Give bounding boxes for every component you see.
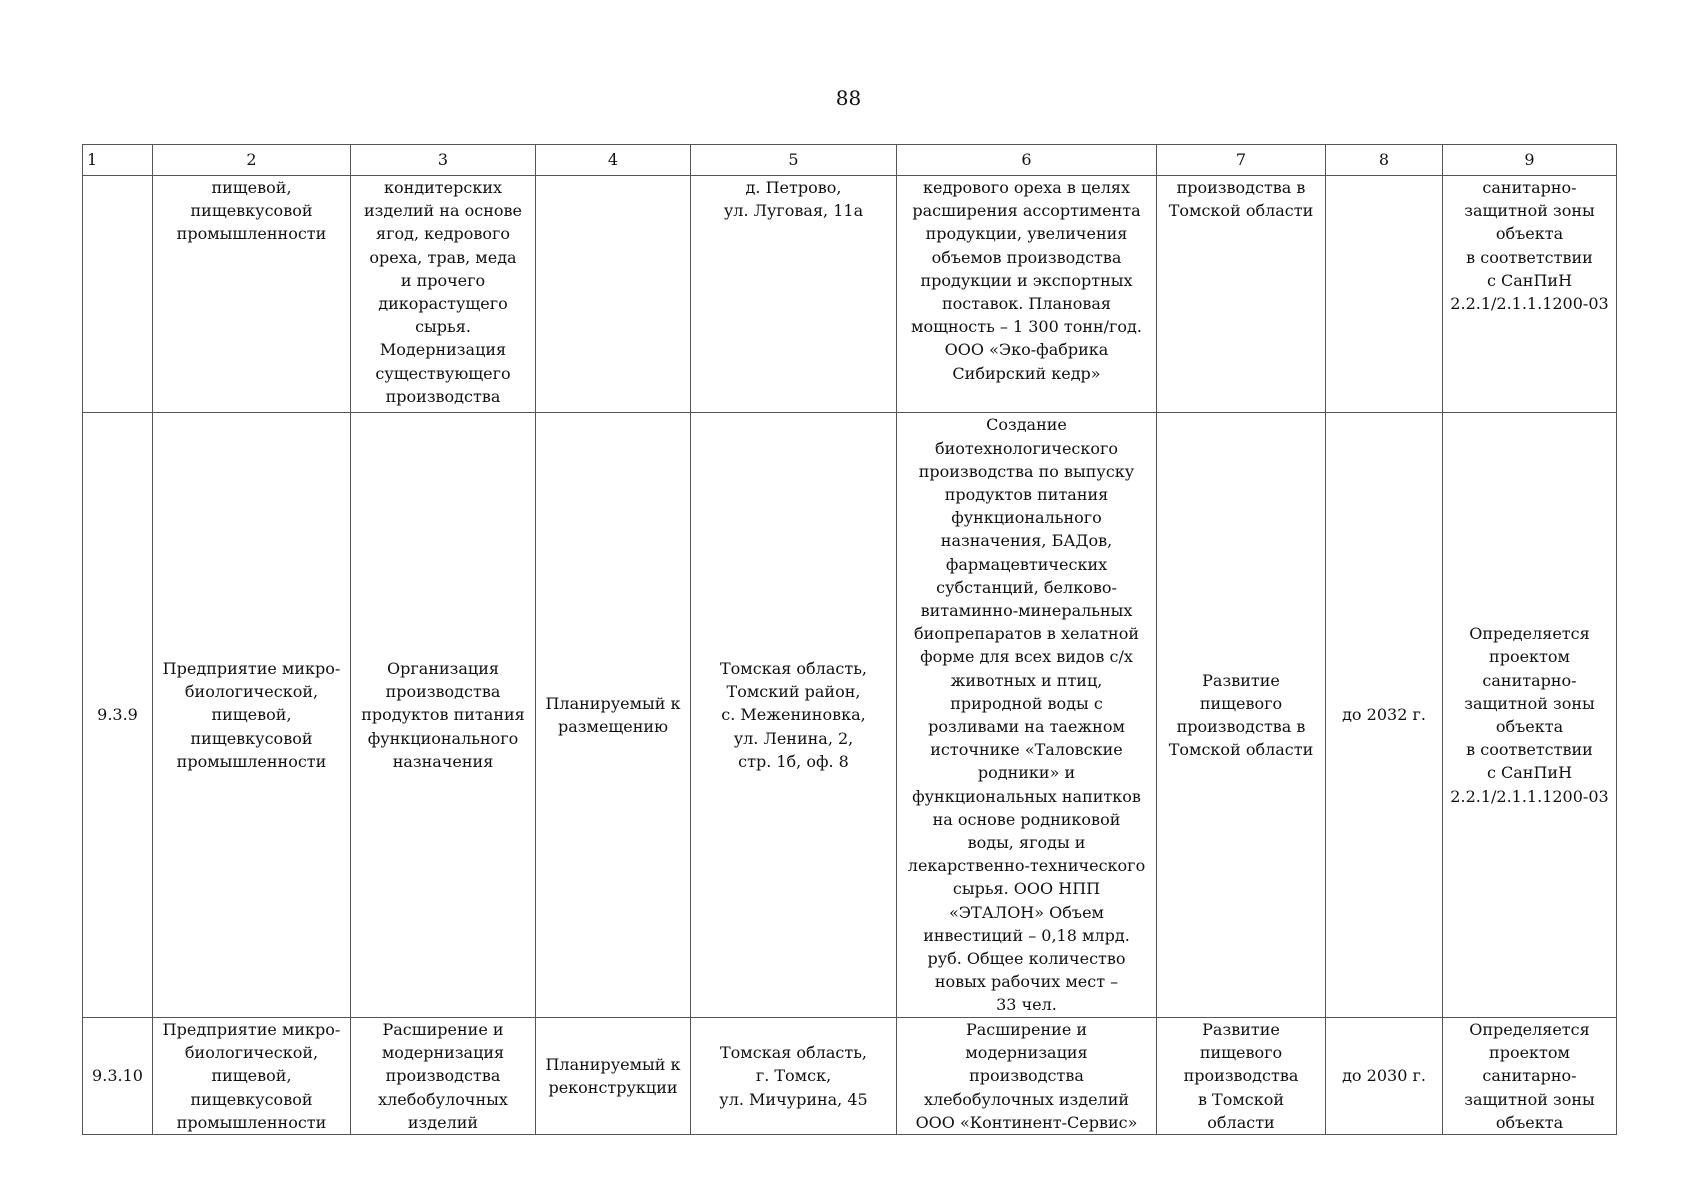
table-cell <box>691 176 897 413</box>
cell-text: пищевой, пищевкусовой промышленности <box>176 178 327 244</box>
header-cell: 7 <box>1157 145 1326 176</box>
cell-text: кондитерских изделий на основе ягод, кедрового ореха, трав, меда и прочего дикорастущего сырья. Модернизация существующего производства <box>364 178 522 406</box>
cell-text: д. Петрово, ул. Луговая, 11а <box>723 178 864 221</box>
table-cell <box>1443 176 1617 413</box>
header-cell: 4 <box>536 145 691 176</box>
cell-text: 9.3.9 <box>97 705 138 725</box>
table-cell <box>691 1018 897 1135</box>
table-header-row <box>83 145 1617 176</box>
cell-text: Томская область, г. Томск, ул. Мичурина, 45 <box>719 1043 868 1109</box>
table-cell <box>83 413 153 1018</box>
cell-text: производства в Томской области <box>1168 178 1314 221</box>
table-cell <box>1326 413 1443 1018</box>
header-cell: 3 <box>351 145 536 176</box>
table-cell <box>83 1018 153 1135</box>
cell-text: кедрового ореха в целях расширения ассортимента продукции, увеличения объемов производства продукции и экспортных поставок. Плановая мощность – 1 300 тонн/год. ООО «Эко-фабрика Сибирский кедр» <box>911 178 1142 383</box>
cell-text: Развитие пищевого производства в Томской области <box>1183 1020 1299 1132</box>
cell-text: Томская область, Томский район, с. Межениновка, ул. Ленина, 2, стр. 1б, оф. 8 <box>719 658 867 771</box>
table-cell <box>536 413 691 1018</box>
header-cell: 6 <box>897 145 1157 176</box>
cell-text: Планируемый к размещению <box>545 693 681 736</box>
table-cell <box>1443 413 1617 1018</box>
cell-text: Организация производства продуктов питания функционального назначения <box>361 658 525 771</box>
table-row <box>83 413 1617 1018</box>
table-cell <box>153 176 351 413</box>
data-table <box>82 144 1617 1135</box>
table-cell <box>1443 1018 1617 1135</box>
table-cell <box>351 176 536 413</box>
cell-text: Развитие пищевого производства в Томской области <box>1168 670 1314 760</box>
cell-text: Определяется проектом санитарно- защитной зоны объекта в соответствии с СанПиН 2.2.1/2.1.1.1200-03 <box>1450 624 1609 806</box>
table-cell <box>897 413 1157 1018</box>
page-number: 88 <box>835 86 862 110</box>
header-cell: 1 <box>83 145 153 176</box>
table-cell <box>153 1018 351 1135</box>
table-cell <box>153 413 351 1018</box>
cell-text: Предприятие микро- биологической, пищевой, пищевкусовой промышленности <box>162 1020 341 1132</box>
table-cell <box>1157 413 1326 1018</box>
cell-text: Расширение и модернизация производства хлебобулочных изделий <box>378 1020 508 1132</box>
cell-text: 9.3.10 <box>92 1066 143 1086</box>
header-cell: 8 <box>1326 145 1443 176</box>
cell-text: Планируемый к реконструкции <box>545 1054 681 1097</box>
table-cell <box>1326 176 1443 413</box>
header-cell: 5 <box>691 145 897 176</box>
table-cell <box>1157 176 1326 413</box>
cell-text: Расширение и модернизация производства хлебобулочных изделий ООО «Континент-Сервис» <box>915 1020 1138 1132</box>
table-cell <box>691 413 897 1018</box>
table-cell <box>897 1018 1157 1135</box>
cell-text: санитарно- защитной зоны объекта в соответствии с СанПиН 2.2.1/2.1.1.1200-03 <box>1450 178 1609 314</box>
header-cell: 2 <box>153 145 351 176</box>
table-cell <box>351 413 536 1018</box>
table-row <box>83 1018 1617 1135</box>
table-cell <box>536 1018 691 1135</box>
table-cell <box>897 176 1157 413</box>
cell-text: до 2030 г. <box>1342 1066 1426 1086</box>
header-cell: 9 <box>1443 145 1617 176</box>
table-cell <box>536 176 691 413</box>
table-cell <box>83 176 153 413</box>
cell-text: до 2032 г. <box>1342 705 1426 725</box>
table-cell <box>1157 1018 1326 1135</box>
table-cell <box>1326 1018 1443 1135</box>
table-cell <box>351 1018 536 1135</box>
cell-text: Создание биотехнологического производства по выпуску продуктов питания функционального назначения, БАДов, фармацевтических субстанций, белково- витаминно-минеральных биопрепаратов в хелатной форме для всех видов с/х животных и птиц, природной воды с розливами на таежном источнике «Таловские родники» и функциональных напитков на основе родниковой воды, ягоды и лекарственно-технического сырья. ООО НПП «ЭТАЛОН» Объем инвестиций – 0,18 млрд. руб. Общее количество новых рабочих мест – 33 чел. <box>907 415 1146 1015</box>
table-row <box>83 176 1617 413</box>
cell-text: Предприятие микро- биологической, пищевой, пищевкусовой промышленности <box>162 658 341 771</box>
cell-text: Определяется проектом санитарно- защитной зоны объекта <box>1464 1020 1595 1132</box>
